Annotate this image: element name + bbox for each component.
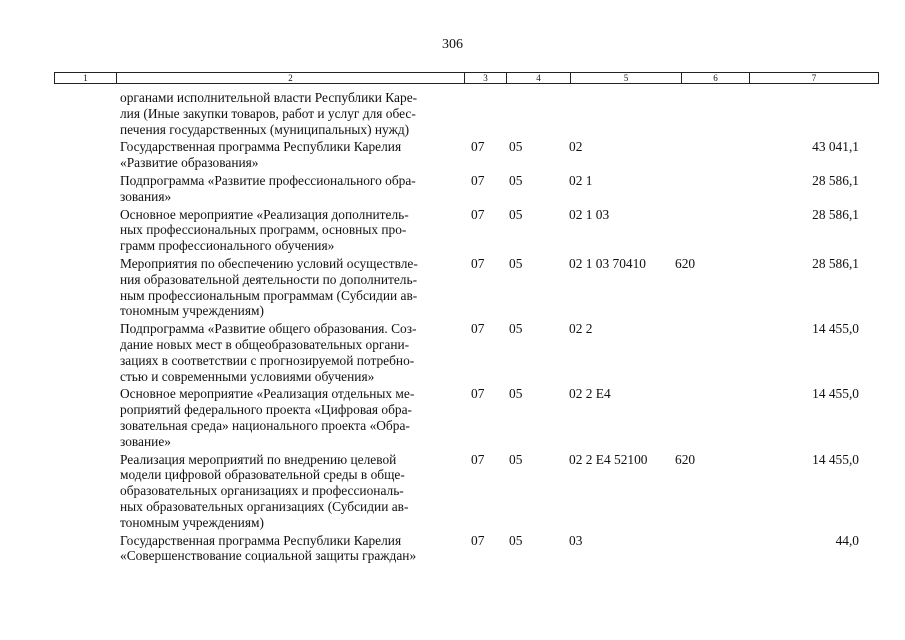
row-section: 07	[471, 255, 485, 271]
header-col-7: 7	[811, 73, 817, 83]
row-subsection: 05	[509, 255, 523, 271]
row-amount: 14 455,0	[812, 321, 859, 337]
header-col-3: 3	[465, 73, 507, 83]
table-row	[0, 386, 905, 449]
header-col-6: 6	[682, 73, 750, 83]
row-description: Основное мероприятие «Реализация отдельных ме- роприятий федерального проекта «Цифровая обра- зовательная среда» национального проекта «Обра- зование»	[120, 386, 415, 449]
row-target-code: 02 1	[569, 172, 593, 188]
header-col-2: 2	[117, 73, 465, 83]
row-expense-type: 620	[675, 451, 696, 467]
table-header	[54, 72, 879, 84]
row-section: 07	[471, 139, 485, 155]
row-section: 07	[471, 206, 485, 222]
row-description: Основное мероприятие «Реализация дополнитель- ных профессиональных программ, основных про- грамм профессионального обучения»	[120, 206, 409, 254]
row-target-code: 02 2 E4	[569, 386, 611, 402]
row-subsection: 05	[509, 206, 523, 222]
row-target-code: 03	[569, 532, 583, 548]
row-subsection: 05	[509, 532, 523, 548]
table-row	[0, 256, 905, 319]
header-col-5: 5	[571, 73, 682, 83]
row-subsection: 05	[509, 321, 523, 337]
row-subsection: 05	[509, 451, 523, 467]
row-subsection: 05	[509, 386, 523, 402]
header-col-1: 1	[55, 73, 117, 83]
row-expense-type: 620	[675, 255, 696, 271]
row-description: органами исполнительной власти Республики Каре- лия (Иные закупки товаров, работ и услуг для обес- печения государственных (муниципальных) нужд)	[120, 90, 418, 137]
row-amount: 14 455,0	[812, 451, 859, 467]
row-description: Подпрограмма «Развитие общего образования. Соз- дание новых мест в общеобразовательных органи- зациях в соответствии с прогнозируемой потребно- стью и современными условиями обучения»	[120, 321, 417, 384]
page-number: 306	[442, 37, 463, 52]
row-section: 07	[471, 532, 485, 548]
row-amount: 28 586,1	[812, 172, 859, 188]
row-amount: 44,0	[835, 532, 859, 548]
row-target-code: 02 1 03 70410	[569, 255, 646, 271]
row-subsection: 05	[509, 172, 523, 188]
header-col-4: 4	[507, 73, 571, 83]
table-row	[0, 173, 905, 205]
row-amount: 28 586,1	[812, 255, 859, 271]
table-row	[0, 139, 905, 171]
row-subsection: 05	[509, 139, 523, 155]
table-row	[0, 452, 905, 531]
table-row	[0, 90, 905, 137]
row-amount: 28 586,1	[812, 206, 859, 222]
row-section: 07	[471, 451, 485, 467]
row-section: 07	[471, 321, 485, 337]
row-section: 07	[471, 172, 485, 188]
row-description: Государственная программа Республики Карелия «Совершенствование социальной защиты граждан»	[120, 532, 417, 564]
row-target-code: 02	[569, 139, 583, 155]
row-amount: 14 455,0	[812, 386, 859, 402]
table-row	[0, 533, 905, 565]
row-section: 07	[471, 386, 485, 402]
row-description: Подпрограмма «Развитие профессионального обра- зования»	[120, 172, 416, 204]
row-description: Мероприятия по обеспечению условий осуществле- ния образовательной деятельности по дополнитель- ным профессиональным программам (Субсидии ав- тономным учреждениям)	[120, 255, 418, 319]
row-target-code: 02 2	[569, 321, 593, 337]
row-target-code: 02 2 E4 52100	[569, 451, 648, 467]
table-row	[0, 207, 905, 254]
row-target-code: 02 1 03	[569, 206, 610, 222]
row-description: Реализация мероприятий по внедрению целевой модели цифровой образовательной среды в обще- образовательных организациях и профессиональ- ных образовательных организациях (Субсидии ав- тономным учреждениям)	[120, 451, 409, 530]
budget-table	[0, 90, 905, 566]
table-row	[0, 321, 905, 384]
row-amount: 43 041,1	[812, 139, 859, 155]
row-description: Государственная программа Республики Карелия «Развитие образования»	[120, 139, 402, 171]
